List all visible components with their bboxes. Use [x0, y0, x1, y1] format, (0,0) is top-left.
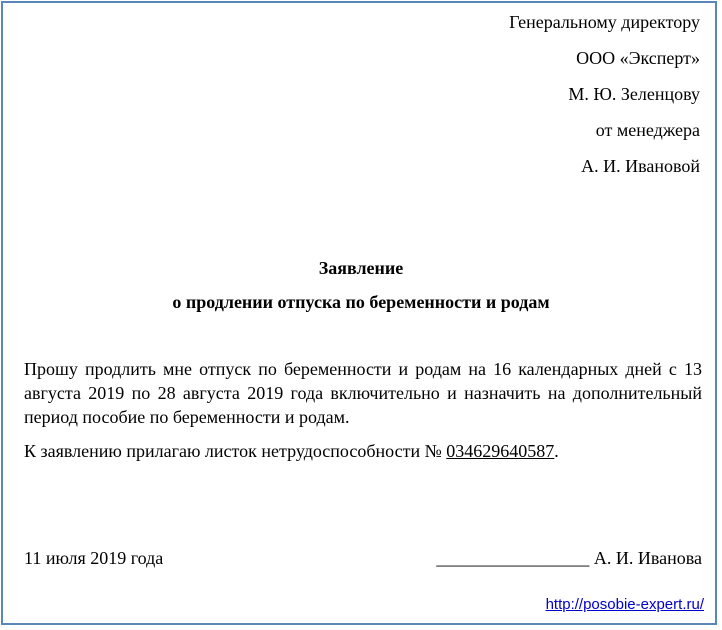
request-paragraph: Прошу продлить мне отпуск по беременности и родам на 16 календарных дней с 13 августа 2019 по 28 августа 2019 года включительно и назначить на дополнительный период пособие по беременности и родам. — [24, 359, 702, 427]
title-heading: Заявление — [318, 258, 404, 278]
sender-name: А. И. Ивановой — [581, 156, 700, 176]
addressee-company: ООО «Эксперт» — [576, 48, 700, 68]
signature-block — [436, 546, 702, 570]
title-subheading: о продлении отпуска по беременности и родам — [172, 292, 550, 312]
attachment-paragraph — [24, 439, 702, 463]
document-title — [0, 256, 722, 324]
source-link[interactable]: http://posobie-expert.ru/ — [545, 596, 704, 613]
attachment-text: К заявлению прилагаю листок нетрудоспособности № — [24, 441, 447, 461]
sender-position: от менеджера — [595, 120, 700, 140]
addressee-name: М. Ю. Зеленцову — [568, 84, 700, 104]
attachment-end: . — [554, 441, 559, 461]
addressee-block — [509, 10, 700, 190]
certificate-number: 034629640587 — [446, 441, 555, 461]
addressee-position: Генеральному директору — [509, 12, 700, 32]
document-date: 11 июля 2019 года — [24, 548, 164, 568]
document-body — [24, 357, 702, 473]
signature-line: _________________ — [436, 548, 590, 568]
signer-name: А. И. Иванова — [593, 548, 702, 568]
